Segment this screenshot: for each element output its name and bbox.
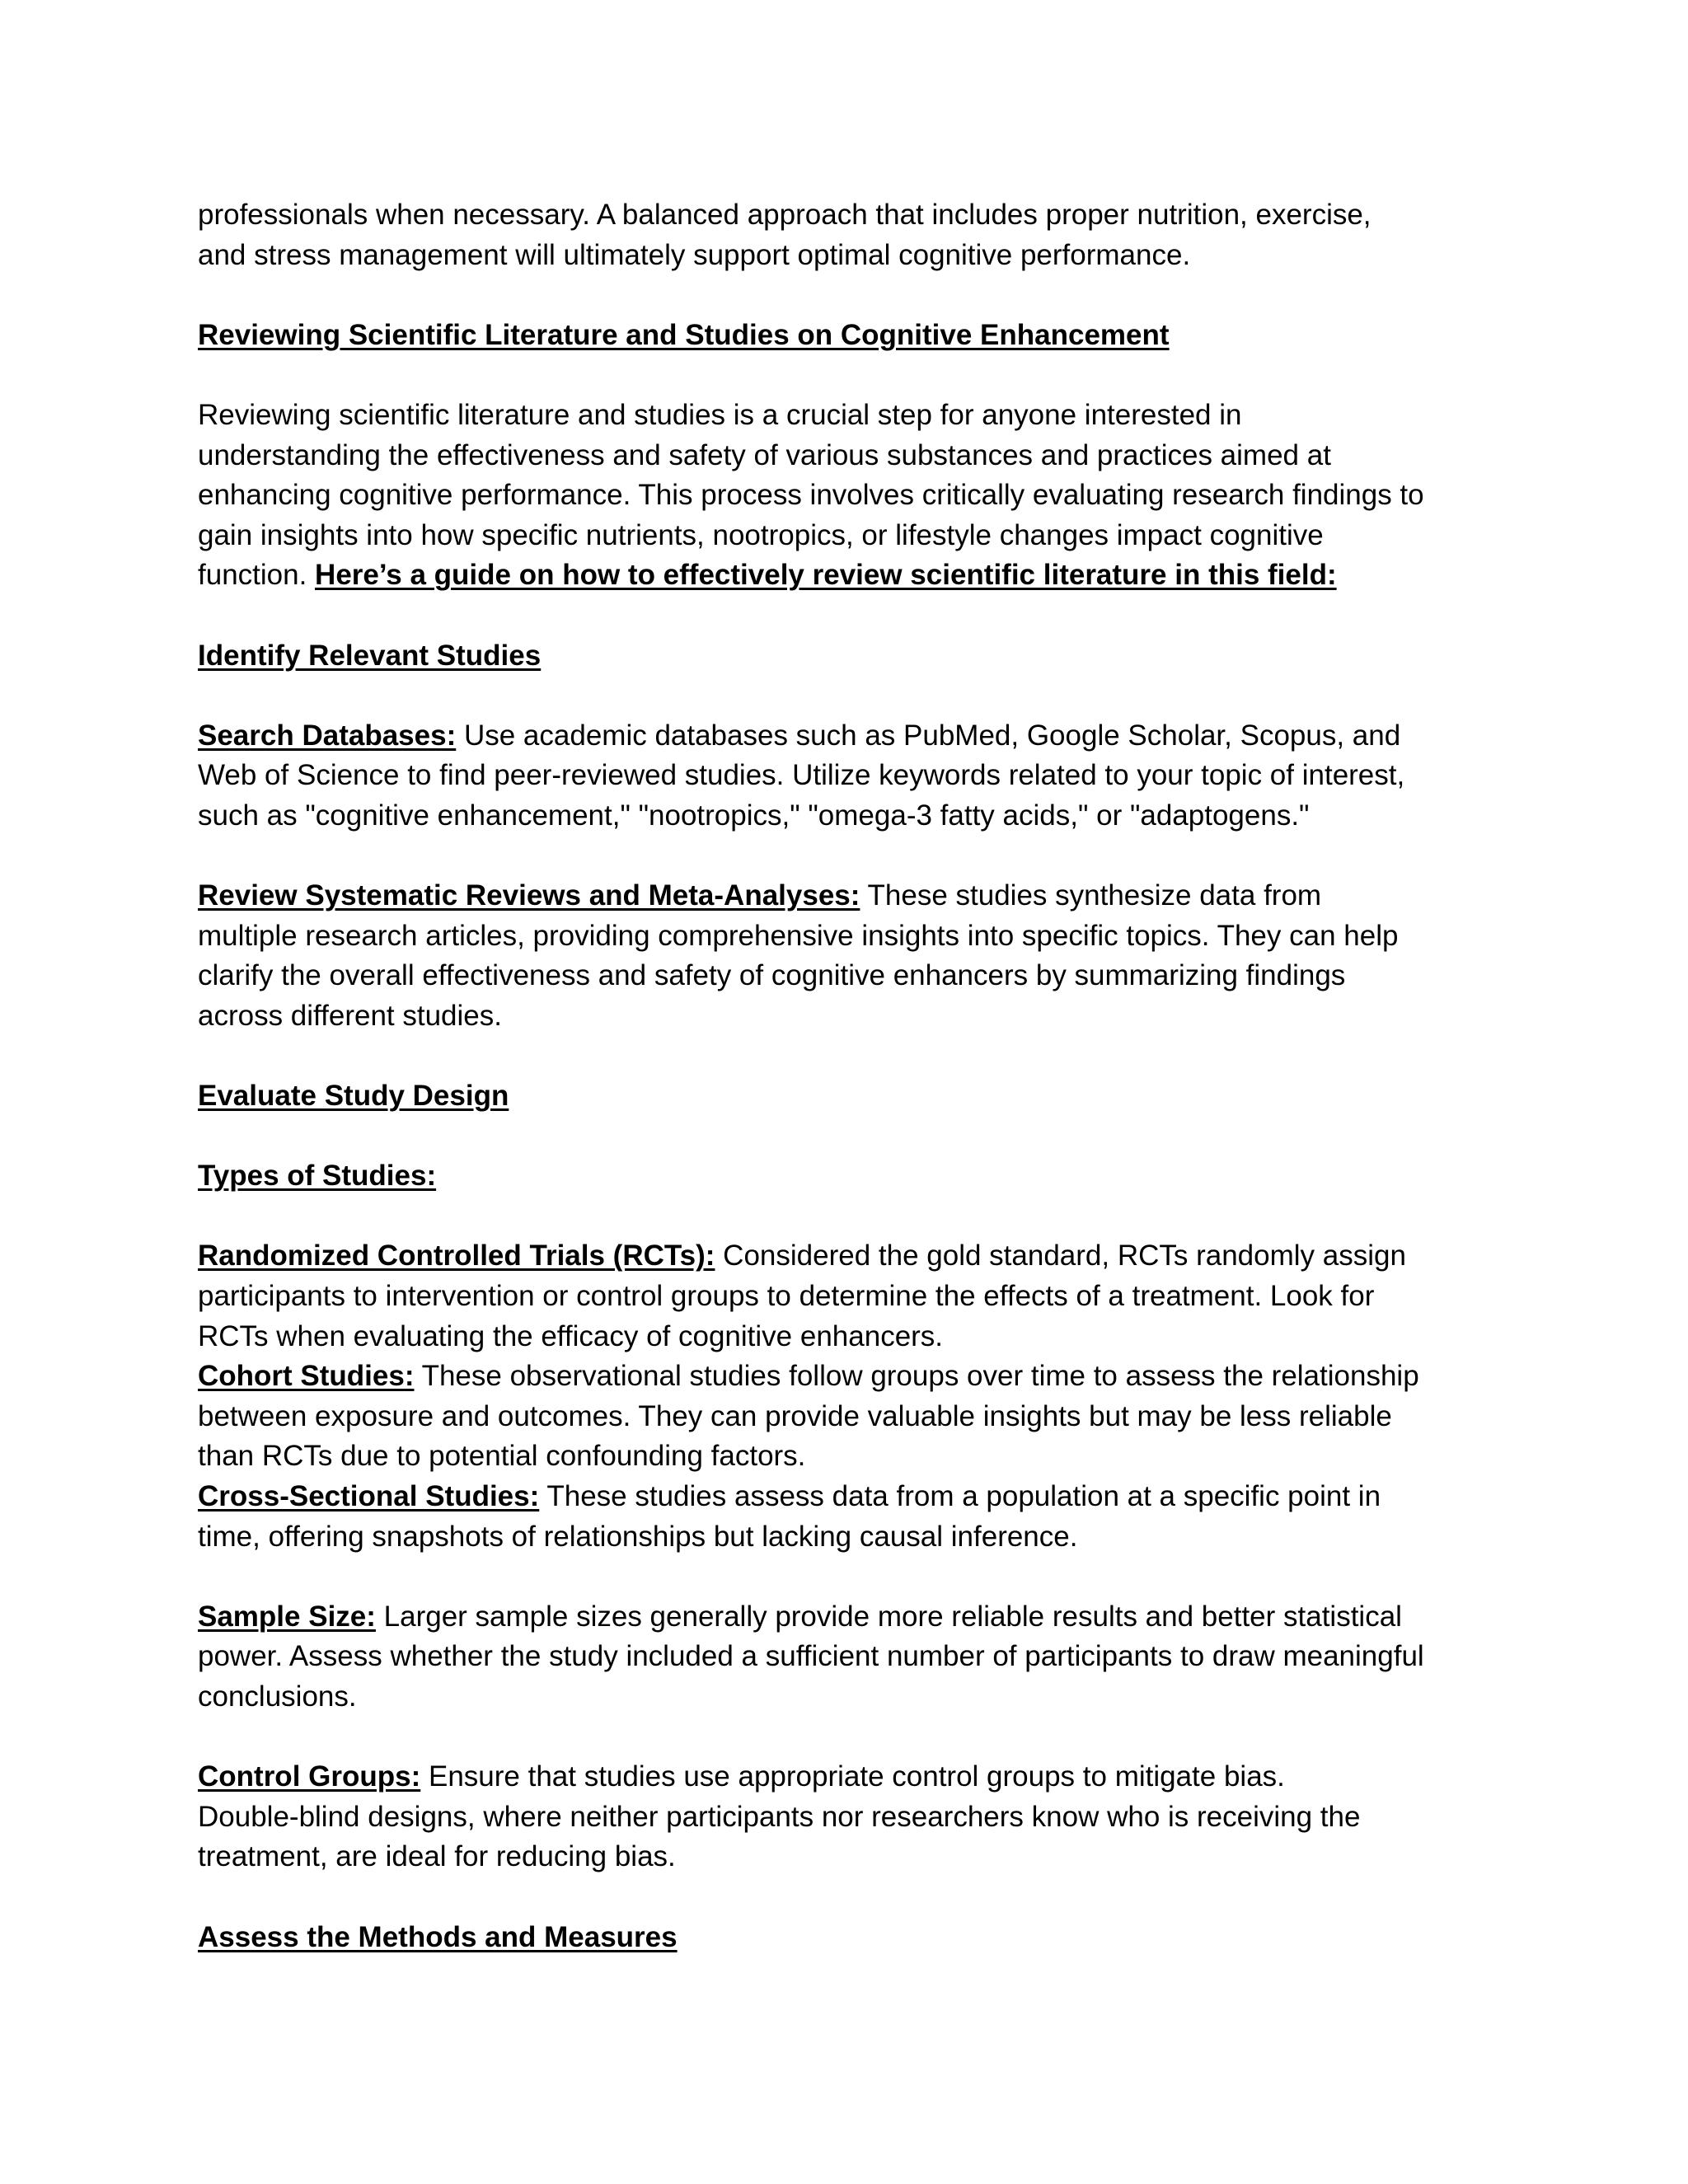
- evaluate-heading: [198, 1076, 1533, 1117]
- control-groups-paragraph: [198, 1757, 1533, 1877]
- types-heading-text: Types of Studies:: [198, 1160, 437, 1193]
- search-databases-paragraph: [198, 716, 1533, 837]
- section-heading: [198, 316, 1533, 356]
- identify-heading: [198, 636, 1533, 677]
- rct-label: Randomized Controlled Trials (RCTs):: [198, 1240, 715, 1272]
- systematic-reviews-paragraph: [198, 876, 1533, 1036]
- sample-size-label: Sample Size:: [198, 1600, 376, 1633]
- intro-text: professionals when necessary. A balanced approach that includes proper nutrition, exercise, and stress management will ultimately support optimal cognitive performance.: [198, 199, 1372, 271]
- cohort-text: These observational studies follow groups over time to assess the relationship between exposure and outcomes. They can provide valuable insights but may be less reliable than RCTs due to potential confounding factors.: [198, 1360, 1419, 1473]
- cohort-label: Cohort Studies:: [198, 1360, 415, 1393]
- overview-text: Reviewing scientific literature and studies is a crucial step for anyone interested in understanding the effectiveness and safety of various substances and practices aimed at enhancing cognitive performance. This process involves critically evaluating research findings to gain insights into how specific nutrients, nootropics, or lifestyle changes impact cognitive function.: [198, 398, 1424, 592]
- identify-heading-text: Identify Relevant Studies: [198, 639, 542, 672]
- intro-paragraph: [198, 195, 1533, 275]
- systematic-reviews-label: Review Systematic Reviews and Meta-Analyses:: [198, 879, 860, 912]
- search-databases-label: Search Databases:: [198, 719, 457, 752]
- types-heading: [198, 1156, 1533, 1197]
- cohort-paragraph: [198, 1357, 1533, 1477]
- search-databases-text: Use academic databases such as PubMed, Google Scholar, Scopus, and Web of Science to find peer-reviewed studies. Utilize keywords related to your topic of interest, such as "cognitive enhancement," "nootropics," "omega-3 fatty acids," or "adaptogens.": [198, 719, 1405, 832]
- assess-heading: [198, 1918, 1533, 1958]
- overview-paragraph: [198, 396, 1533, 596]
- systematic-reviews-text: These studies synthesize data from multiple research articles, providing comprehensive insights into specific topics. They can help clarify the overall effectiveness and safety of cognitive enhancers by summarizing findings across different studies.: [198, 879, 1399, 1032]
- evaluate-heading-text: Evaluate Study Design: [198, 1080, 509, 1113]
- control-groups-text: Ensure that studies use appropriate control groups to mitigate bias. Double-blind designs, where neither participants nor researchers know who is receiving the treatment, are ideal for reducing bias.: [198, 1760, 1361, 1873]
- sample-size-text: Larger sample sizes generally provide more reliable results and better statistical power. Assess whether the study included a sufficient number of participants to draw meaningful conclusions.: [198, 1600, 1424, 1713]
- cross-sectional-paragraph: [198, 1477, 1533, 1557]
- guide-lead-text: Here’s a guide on how to effectively review scientific literature in this field:: [315, 559, 1337, 592]
- rct-paragraph: [198, 1236, 1533, 1357]
- rct-text: Considered the gold standard, RCTs randomly assign participants to intervention or control groups to determine the effects of a treatment. Look for RCTs when evaluating the efficacy of cognitive enhancers.: [198, 1240, 1406, 1352]
- cross-sectional-text: These studies assess data from a population at a specific point in time, offering snapshots of relationships but lacking causal inference.: [198, 1480, 1381, 1553]
- section-heading-text: Reviewing Scientific Literature and Studies on Cognitive Enhancement: [198, 318, 1170, 351]
- document-body: [198, 195, 1533, 1957]
- control-groups-label: Control Groups:: [198, 1760, 421, 1793]
- assess-heading-text: Assess the Methods and Measures: [198, 1920, 678, 1953]
- sample-size-paragraph: [198, 1597, 1533, 1718]
- cross-sectional-label: Cross-Sectional Studies:: [198, 1480, 540, 1512]
